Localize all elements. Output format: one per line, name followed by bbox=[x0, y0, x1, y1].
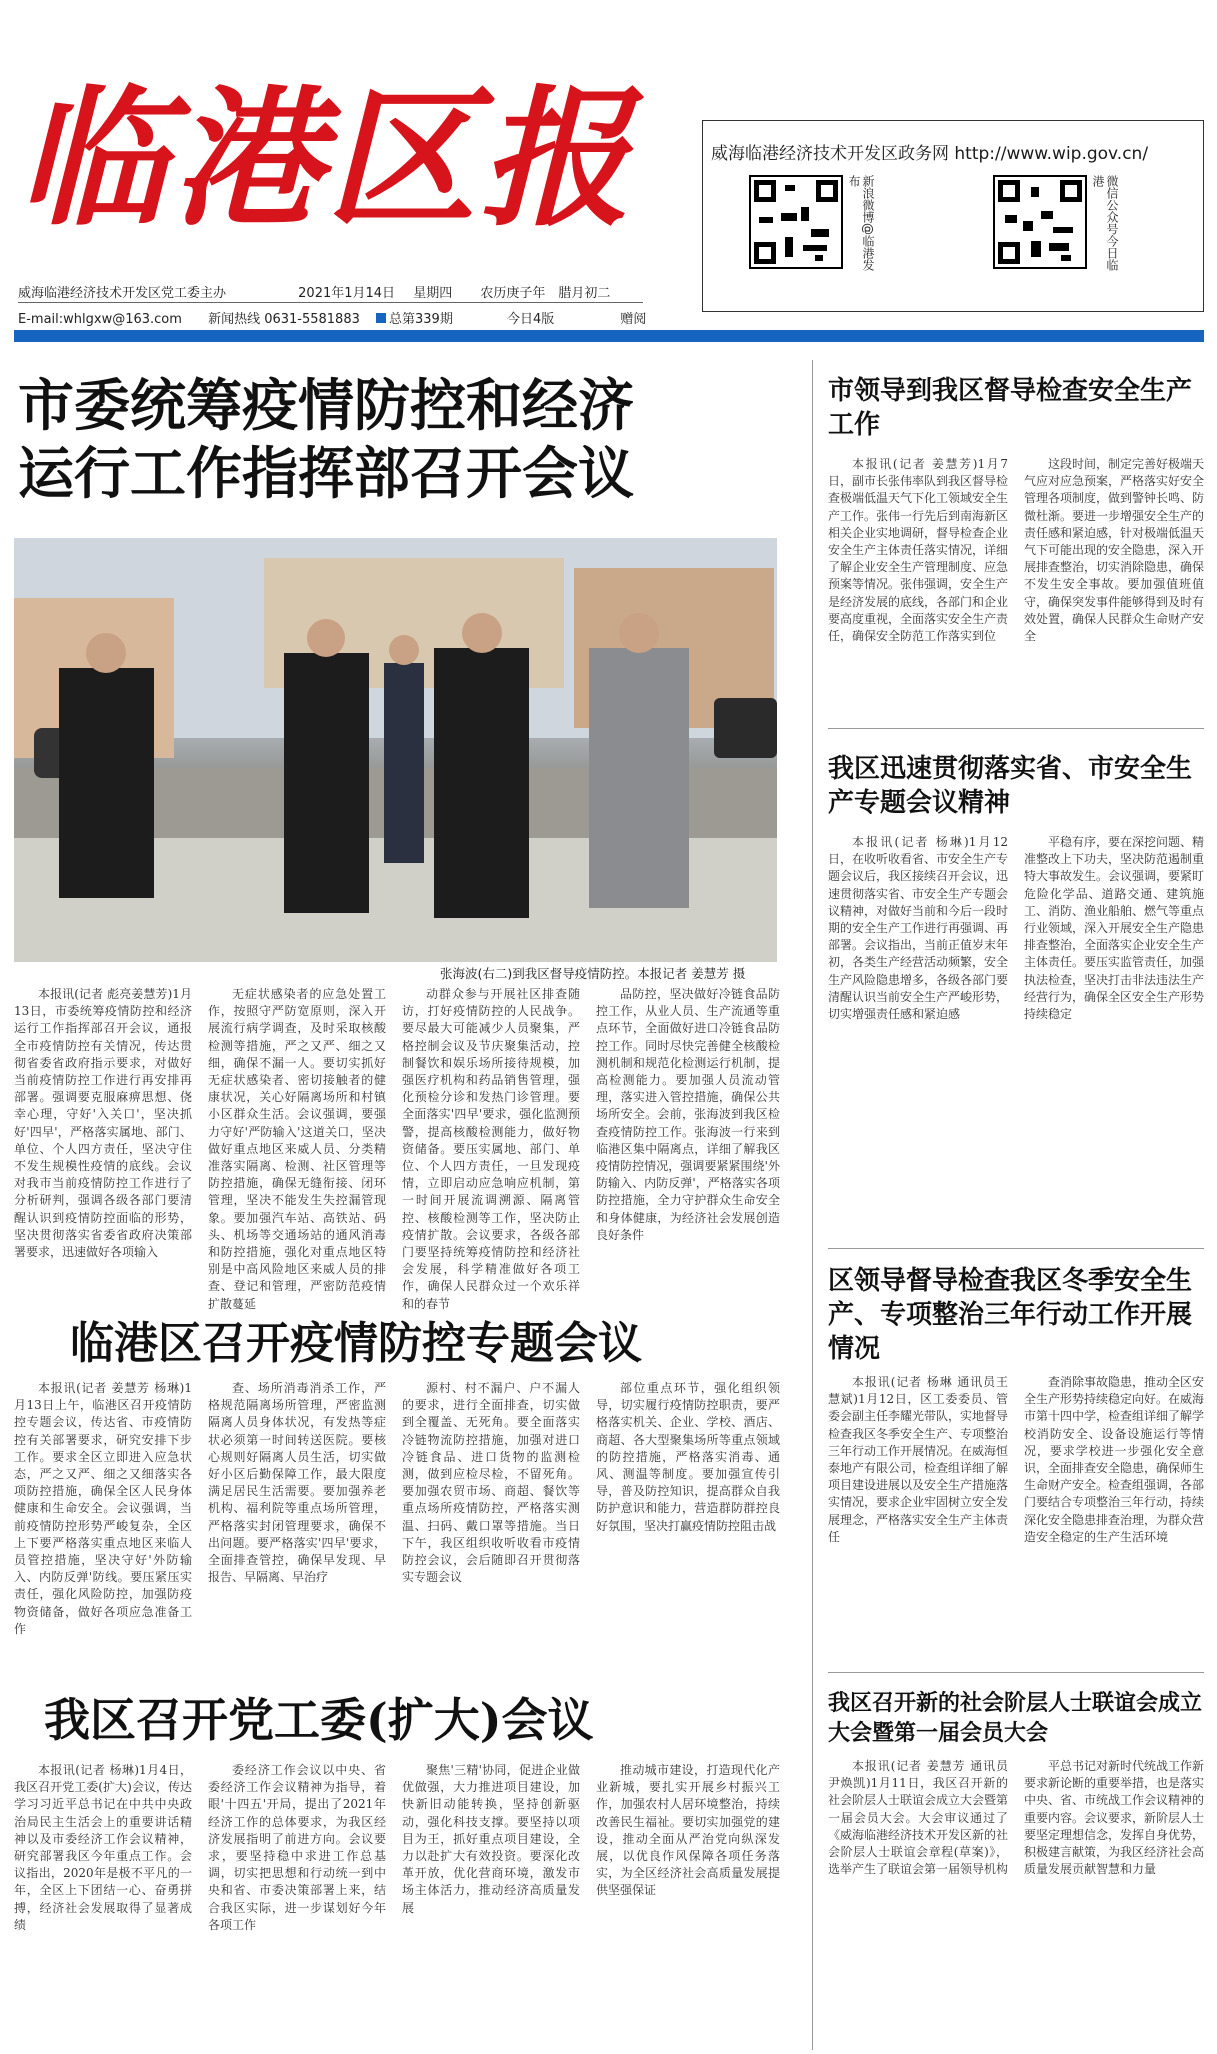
side4-headline: 我区召开新的社会阶层人士联谊会成立大会暨第一届会员大会 bbox=[828, 1690, 1203, 1746]
side2-col1: 本报讯(记者 杨琳)1月12日，在收听收看省、市安全生产专题会议后，我区接续召开会议，迅速贯彻落实省、市安全生产专题会议精神，对做好当前和今后一段时期的安全生产工作进行再强调、再部署。会议指出，当前正值岁末年初，各类生产经营活动频繁，安全生产风险隐患增多，各级各部门要清醒认识当前安全生产严峻形势，切实增强责任感和紧迫感 bbox=[828, 835, 1008, 1022]
article2-col2: 查、场所消毒消杀工作，严格规范隔离场所管理，严密监测隔离人员身体状况，有发热等症状必须第一时间转送医院。要核心规则好隔离人员生活，切实做好小区后勤保障工作，最大限度满足居民生活需要。要加强养老机构、福利院等重点场所管理，严格落实封闭管理要求，确保不出问题。要严格落实'四早'要求，全面排查管控，确保早发现、早报告、早隔离、早治疗 bbox=[208, 1381, 386, 1585]
website-link[interactable]: 威海临港经济技术开发区政务网 http://www.wip.gov.cn/ bbox=[711, 144, 1149, 164]
article1-col2: 无症状感染者的应急处置工作，按照守严防宽原则，深入开展流行病学调查，及时采取核酸检测等措施，严之又严、细之又细，确保不漏一人。要切实抓好无症状感染者、密切接触者的健康状况，关心好隔离场所和村镇小区群众生活。会议强调，要强力守好'严防输入'这道关口，坚决做好重点地区来威人员、分类精准落实隔离、检测、社区管理等防控措施，确保无缝衔接、闭环管理，坚决不能发生失控漏管现象。要加强汽车站、高铁站、码头、机场等交通场站的通风消毒和防控措施，强化对重点地区特别是中高风险地区来威人员的排查、登记和管理，严密防范疫情扩散蔓延 bbox=[208, 987, 386, 1310]
sponsor-text: 威海临港经济技术开发区党工委主办 bbox=[18, 286, 227, 301]
side1-divider bbox=[828, 728, 1204, 729]
article3-headline: 我区召开党工委(扩大)会议 bbox=[44, 1693, 594, 1747]
article2-col3: 源村、村不漏户、户不漏人的要求，进行全面排查，切实做到全覆盖、无死角。要全面落实冷链物流防控措施，加强对进口冷链食品、进口货物的监测检测，做到应检尽检，不留死角。要加强农贸市场、商超、餐饮等重点场所疫情防控，严格落实测温、扫码、戴口罩等措施。当日下午，我区组织收听收看市疫情防控会议，会后随即召开贯彻落实专题会议 bbox=[402, 1381, 580, 1585]
masthead-info-row1 bbox=[18, 282, 624, 301]
side3-headline: 区领导督导检查我区冬季安全生产、专项整治三年行动工作开展情况 bbox=[828, 1266, 1193, 1364]
side4-col1: 本报讯(记者 姜慧芳 通讯员 尹焕凯)1月11日，我区召开新的社会阶层人士联谊会成立大会暨第一届会员大会。大会审议通过了《威海临港经济技术开发区新的社会阶层人士联谊会章程(草案)》，选举产生了联谊会第一届领导机构 bbox=[828, 1759, 1008, 1877]
article2-col1: 本报讯(记者 姜慧芳 杨琳)1月13日上午，临港区召开疫情防控专题会议，传达省、市疫情防控有关部署要求，研究安排下步工作。要求全区立即进入应急状态，严之又严、细之又细落实各项防控措施，确保全区人民身体健康和生命安全。会议强调，当前疫情防控形势严峻复杂，全区上下要严格落实重点地区来临人员管控措施，坚决守好'外防输入、内防反弹'防线。要压紧压实责任，强化风险防控，加强防疫物资储备，做好各项应急准备工作 bbox=[14, 1381, 192, 1636]
article1-col4: 品防控，坚决做好冷链食品防控工作，从业人员、生产流通等重点环节，全面做好进口冷链食品防控工作。同时尽快完善健全核酸检测机制和规范化检测运行机制，提高检测能力。要加强人员流动管理，落实进入管控措施，确保公共场所安全。会前，张海波到我区检查疫情防控工作。张海波一行来到临港区集中隔离点，详细了解我区疫情防控情况，强调要紧紧围绕'外防输入、内防反弹'，严格落实各项防控措施，全力守护群众生命安全和身体健康，为经济社会发展创造良好条件 bbox=[596, 987, 780, 1242]
weibo-qr-label: 新浪微博@临港发布 bbox=[847, 175, 875, 271]
article3-col1: 本报讯(记者 杨琳)1月4日，我区召开党工委(扩大)会议，传达学习习近平总书记在中共中央政治局民主生活会上的重要讲话精神以及市委经济工作会议精神，研究部署我区今年重点工作。会议指出，2020年是极不平凡的一年，全区上下团结一心、奋勇拼搏，经济社会发展取得了显著成绩 bbox=[14, 1763, 192, 1932]
side2-col2: 平稳有序，要在深挖问题、精准整改上下功夫，坚决防范遏制重特大事故发生。会议强调，要紧盯危险化学品、道路交通、建筑施工、消防、渔业船舶、燃气等重点行业领域，深入开展安全生产隐患排查整治，全面落实企业安全生产主体责任。要压实监管责任，加强执法检查，坚决打击非法违法生产经营行为，确保全区安全生产形势持续稳定 bbox=[1024, 835, 1204, 1022]
lunar-text: 农历庚子年 腊月初二 bbox=[480, 286, 611, 301]
side2-divider bbox=[828, 1248, 1204, 1249]
article1-col3: 动群众参与开展社区排查随访，打好疫情防控的人民战争。要尽最大可能减少人员聚集，严格控制会议及节庆聚集活动，控制餐饮和娱乐场所接待规模，加强医疗机构和药品销售管理，强化预检分诊和发热门诊管理。要全面落实'四早'要求，强化监测预警，提高核酸检测能力，做好物资储备。要压实属地、部门、单位、个人四方责任，一旦发现疫情，立即启动应急响应机制，第一时间开展流调溯源、隔离管控、核酸检测等工作，坚决防止疫情扩散。会议要求，各级各部门要坚持统筹疫情防控和经济社会发展，科学精准做好各项工作，确保人民群众过一个欢乐祥和的春节 bbox=[402, 987, 580, 1310]
side4-col2: 平总书记对新时代统战工作新要求新论断的重要举措，也是落实中央、省、市统战工作会议精神的重要内容。会议要求，新阶层人士要坚定理想信念，发挥自身优势，积极建言献策，为我区经济社会高质量发展贡献智慧和力量 bbox=[1024, 1759, 1204, 1877]
photo-caption: 张海波(右二)到我区督导疫情防控。本报记者 姜慧芳 摄 bbox=[440, 966, 746, 981]
article2-headline: 临港区召开疫情防控专题会议 bbox=[70, 1318, 642, 1369]
photo-scene bbox=[14, 538, 777, 962]
side2-headline: 我区迅速贯彻落实省、市安全生产专题会议精神 bbox=[828, 754, 1193, 818]
article2-col4: 部位重点环节，强化组织领导，切实履行疫情防控职责，要严格落实机关、企业、学校、酒店、商超、各大型聚集场所等重点领域的防控措施，严格落实消毒、通风、测温等制度。要加强宣传引导，普及防控知识，提高群众自我防护意识和能力，营造群防群控良好氛围，坚决打赢疫情防控阻击战 bbox=[596, 1381, 780, 1533]
masthead-info-row2 bbox=[18, 308, 660, 327]
wechat-qr-label: 微信公众号今日临港 bbox=[1091, 175, 1119, 271]
email-link[interactable]: E-mail:whlgxw@163.com bbox=[18, 312, 182, 327]
date-text: 2021年1月14日 bbox=[298, 286, 396, 301]
pages-text: 今日4版 bbox=[506, 312, 555, 327]
side3-col1: 本报讯(记者 杨琳 通讯员王慧斌)1月12日，区工委委员、管委会副主任李耀光带队，实地督导检查我区冬季安全生产、专项整治三年行动工作开展情况。在威海恒泰地产有限公司，检查组详细了解项目建设进展以及安全生产措施落实情况，要求企业牢固树立安全发展理念，严格落实安全生产主体责任 bbox=[828, 1375, 1008, 1544]
article1-col1: 本报讯(记者 彪亮姜慧芳)1月13日，市委统筹疫情防控和经济运行工作指挥部召开会议，通报全市疫情防控有关情况，传达贯彻省委省政府指示要求，对做好当前疫情防控工作进行再安排再部署。强调要克服麻痹思想、侥幸心理，守好'入关口'，坚决抓好'四早'，严格落实属地、部门、单位、个人四方责任，坚决守住不发生规模性疫情的底线。会议对我市当前疫情防控工作进行了分析研判，强调各级各部门要清醒认识到疫情防控面临的形势，坚决贯彻落实省委省政府决策部署要求，迅速做好各项输入 bbox=[14, 987, 192, 1260]
main-column-divider bbox=[812, 360, 813, 2050]
article3-col2: 委经济工作会议以中央、省委经济工作会议精神为指导，着眼'十四五'开局，提出了2021年经济工作的总体要求，为我区经济发展指明了前进方向。会议要求，要坚持稳中求进工作总基调，切实把思想和行动统一到中央和省、市委决策部署上来，结合我区实际，进一步谋划好今年各项工作 bbox=[208, 1763, 386, 1932]
side3-col2: 查消除事故隐患，推动全区安全生产形势持续稳定向好。在威海市第十四中学，检查组详细了解学校消防安全、设备设施运行等情况，要求学校进一步强化安全意识，全面排查安全隐患，确保师生生命财产安全。检查组强调，各部门要结合专项整治三年行动，持续深化安全隐患排查治理，为群众营造安全稳定的生产生活环境 bbox=[1024, 1375, 1204, 1544]
qr-panel bbox=[702, 120, 1204, 312]
article1-photo bbox=[14, 538, 777, 962]
distribution-text: 赠阅 bbox=[620, 312, 647, 327]
side1-col1: 本报讯(记者 姜慧芳)1月7日，副市长张伟率队到我区督导检查极端低温天气下化工领域安全生产工作。张伟一行先后到南海新区相关企业实地调研，督导检查企业安全生产主体责任落实情况，详细了解企业安全生产管理制度、应急预案等情况。张伟强调，安全生产是经济发展的底线，各部门和企业要高度重视，全面落实安全生产责任，确保安全防范工作落实到位 bbox=[828, 457, 1008, 644]
side1-col2: 这段时间，制定完善好极端天气应对应急预案，严格落实好安全管理各项制度，做到警钟长鸣、防微杜渐。要进一步增强安全生产的责任感和紧迫感，针对极端低温天气下可能出现的安全隐患，深入开展排查整治，切实消除隐患，确保不发生安全事故。要加强值班值守，确保突发事件能够得到及时有效处置，确保人民群众生命财产安全 bbox=[1024, 457, 1204, 644]
weekday-text: 星期四 bbox=[413, 286, 453, 301]
article3-col4: 推动城市建设，打造现代化产业新城，要扎实开展乡村振兴工作，加强农村人居环境整治，持续改善民生福祉。要切实加强党的建设，推动全面从严治党向纵深发展，以优良作风保障各项任务落实，为全区经济社会高质量发展提供坚强保证 bbox=[596, 1763, 780, 1898]
header-blue-bar bbox=[14, 330, 1204, 342]
article3-col3: 聚焦'三精'协同，促进企业做优做强，大力推进项目建设，加快新旧动能转换，坚持创新驱动，强化科技支撑。要坚持以项目为王，抓好重点项目建设，全力以赴扩大有效投资。要深化改革开放，优化营商环境，激发市场主体活力，推动经济高质量发展 bbox=[402, 1763, 580, 1915]
issue-number: 总第339期 bbox=[376, 312, 467, 327]
article1-headline: 市委统筹疫情防控和经济 运行工作指挥部召开会议 bbox=[18, 373, 634, 507]
side3-divider bbox=[828, 1672, 1204, 1673]
hotline-text: 新闻热线 0631-5581883 bbox=[208, 312, 360, 327]
masthead-logo: 临港区报 bbox=[18, 73, 635, 247]
wechat-qr-icon bbox=[993, 175, 1087, 269]
masthead-divider bbox=[18, 302, 643, 303]
side1-headline: 市领导到我区督导检查安全生产工作 bbox=[828, 376, 1193, 440]
weibo-qr-icon bbox=[749, 175, 843, 269]
